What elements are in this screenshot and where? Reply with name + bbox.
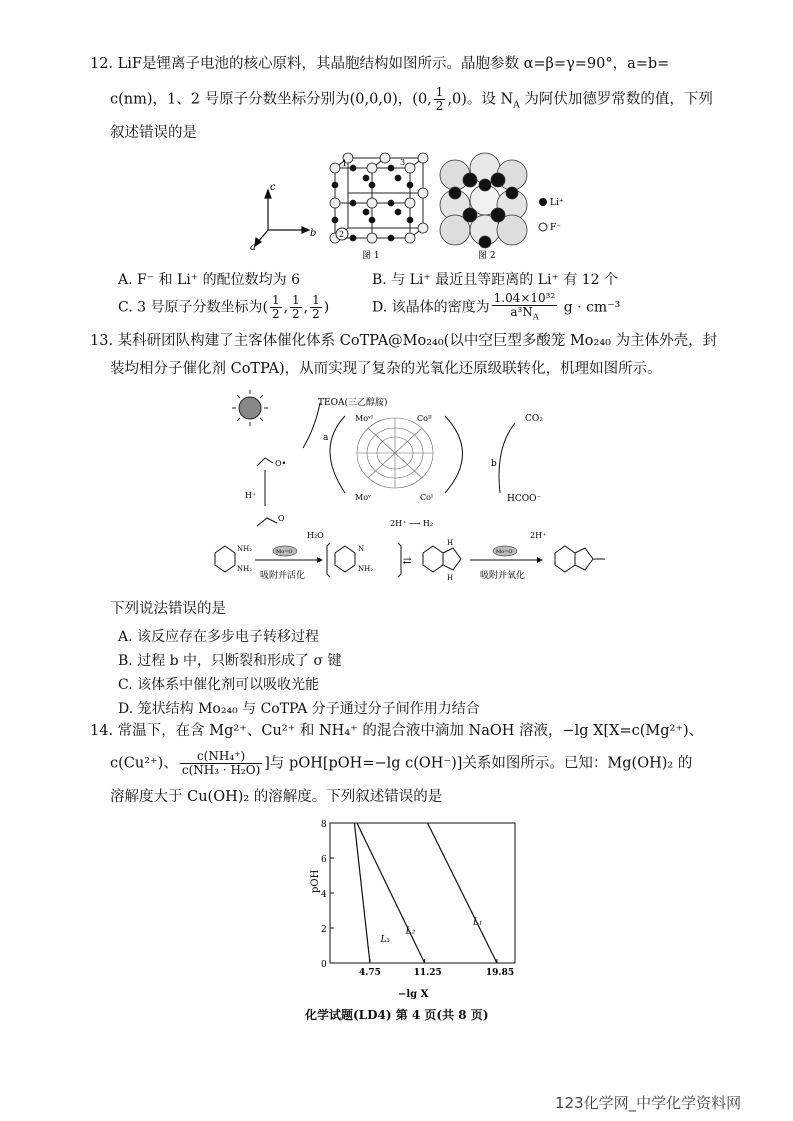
mo-vi-label: Moᵛᴵ	[355, 414, 373, 423]
fig2-caption: 图 2	[478, 251, 496, 261]
chart-xlabel: −lg X	[398, 989, 429, 1000]
series-label: L₂	[405, 926, 416, 937]
q12-option-c: C. 3 号原子分数坐标为( $\frac{1}{2}$ , $\frac{1}{2}$ , $\frac{1}{2}$ )	[118, 293, 330, 321]
cycle-a-label: a	[323, 433, 329, 443]
chart-lines	[354, 823, 497, 963]
co2-label: CO₂	[525, 414, 543, 424]
chart-frame	[330, 823, 515, 963]
atom-2-label: 2	[339, 230, 345, 239]
teoa-label: TEOA(三乙醇胺)	[318, 398, 388, 408]
cycle-a-arrow	[330, 416, 345, 493]
q12-line2-end: 为阿伏加德罗常数的值，下列	[519, 91, 713, 108]
q13-line1: 13. 某科研团队构建了主客体催化体系 CoTPA@Mo₂₄₀(以中空巨型多酸笼 Mo₂₄₀ 为主体外壳，封	[90, 333, 718, 349]
q14-nh4-fraction: $\frac{\text{c(NH₄⁺)}}{\text{c(NH₃ · H₂O)}}$	[181, 749, 261, 777]
q12-line1: 12. LiF是锂离子电池的核心原料，其晶胞结构如图所示。晶胞参数 α=β=γ=90°，a=b=	[90, 56, 670, 72]
q13-option-b: B. 过程 b 中，只断裂和形成了 σ 键	[118, 653, 342, 669]
nh-bottom: H	[447, 574, 454, 582]
plot-area-border	[330, 823, 515, 963]
y-tick-label: 6	[321, 855, 327, 865]
adsorb-activate-label: 吸附并活化	[260, 571, 306, 581]
q12-line2-pre: c(nm)，1、2 号原子分数坐标分别为(0,0,0)，(0,	[110, 91, 432, 108]
nh2-label-3: NH₂	[358, 565, 374, 573]
q14-line3: 溶解度大于 Cu(OH)₂ 的溶解度。下列叙述错误的是	[110, 789, 443, 805]
chart-ylabel: pOH	[310, 869, 321, 893]
h2o-label: H₂O	[307, 531, 324, 540]
page-footer: 化学试题(LD4) 第 4 页(共 8 页)	[305, 1008, 489, 1022]
legend-li-marker	[539, 198, 547, 206]
x-tick-label: 11.25	[413, 968, 442, 978]
mo-o-label-2: Mo=O	[496, 549, 513, 555]
acetaldehyde-icon	[257, 518, 277, 526]
poh-chart	[300, 815, 525, 1000]
axis-a-label: a	[250, 242, 256, 253]
q13-line2: 装均相分子催化剂 CoTPA)，从而实现了复杂的光氧化还原级联转化，机理如图所示。	[110, 361, 662, 377]
atom-3-label: 3	[400, 158, 406, 167]
q12-option-d: D. 该晶体的密度为 $\frac{\text{1.04×10³²}}{a^3N_A}$ g · cm⁻³	[372, 291, 621, 322]
benzimidazoline-icon	[423, 546, 461, 572]
aldehyde-o: O	[278, 514, 285, 523]
hcoo-label: HCOO⁻	[507, 494, 542, 504]
ethoxy-radical-icon	[257, 458, 273, 466]
legend-f-label: F⁻	[550, 223, 561, 233]
x-tick-label: 4.75	[358, 968, 381, 978]
axes-icon	[255, 190, 309, 246]
y-tick-label: 4	[321, 890, 327, 900]
site-watermark: 123化学网_中学化学资料网	[555, 1094, 742, 1112]
radical-label: O•	[275, 459, 287, 468]
q12-half-fraction: $\frac{1}{2}$	[435, 85, 444, 113]
q12-option-b: B. 与 Li⁺ 最近且等距离的 Li⁺ 有 12 个	[372, 272, 619, 288]
atom-1-label: 1	[342, 159, 348, 168]
q12-stem: 叙述错误的是	[110, 125, 197, 141]
co2-arrow	[499, 423, 515, 493]
nh-top: H	[447, 539, 454, 547]
nh2-label-1: NH₂	[237, 545, 253, 553]
mo-o-label: Mo=O	[276, 549, 293, 555]
co-i-label: Coᴵ	[420, 493, 433, 502]
packed-spheres-fig2	[440, 153, 527, 248]
q12-line2-post: ,0)。设 N	[447, 91, 514, 108]
y-tick-label: 8	[321, 820, 327, 830]
sun-icon	[232, 390, 268, 426]
series-line	[428, 823, 497, 963]
nh2-label-2: NH₂	[237, 565, 253, 573]
imine-n: N	[358, 545, 365, 553]
q13-option-c: C. 该体系中催化剂可以吸收光能	[118, 677, 320, 693]
density-fraction: $\frac{\text{1.04×10³²}}{a^3N_A}$	[493, 291, 556, 322]
equilibrium-arrow: ⇄	[403, 556, 412, 567]
cycle-b-label: b	[491, 459, 497, 469]
fig1-caption: 图 1	[362, 251, 380, 261]
cage-structure-icon	[357, 418, 433, 488]
teoa-arrow	[303, 403, 320, 448]
o-phenylenediamine-icon	[215, 546, 235, 572]
legend-f-marker	[539, 223, 547, 231]
h-plus-label: H⁺	[245, 491, 257, 500]
q14-line2: c(Cu²⁺)、 $\frac{\text{c(NH₄⁺)}}{\text{c(NH₃ · H₂O)}}$ ]与 pOH[pOH=−lg c(OH⁻)]关系如图所示。已知：Mg(OH)₂ 的	[110, 749, 693, 777]
y-tick-label: 0	[321, 960, 327, 970]
x-tick-label: 19.85	[485, 968, 515, 978]
co-ii-label: Coᴵᴵ	[417, 414, 432, 423]
q13-option-d: D. 笼状结构 Mo₂₄₀ 与 CoTPA 分子通过分子间作用力结合	[118, 701, 480, 717]
benzimidazole-product-icon	[555, 546, 605, 572]
axis-b-label: b	[310, 228, 317, 239]
axis-c-label: c	[270, 182, 276, 193]
chart-ticks	[321, 820, 514, 978]
h2-reaction-label: 2H⁺ ⟶ H₂	[390, 519, 434, 528]
series-label: L₁	[472, 917, 483, 928]
cycle-b-arrow	[445, 416, 463, 493]
mo-v-label: Moᵛ	[355, 493, 371, 502]
q13-option-a: A. 该反应存在多步电子转移过程	[118, 629, 320, 645]
adsorb-oxidize-label: 吸附并氧化	[480, 571, 526, 581]
mechanism-diagram	[195, 388, 625, 598]
series-label: L₃	[380, 935, 391, 945]
q12-line2: c(nm)，1、2 号原子分数坐标分别为(0,0,0)，(0, $\frac{1}{2}$ ,0)。设 $N_A$ 为阿伏加德罗常数的值，下列	[110, 85, 713, 113]
q13-stem: 下列说法错误的是	[110, 601, 226, 617]
q12-option-a: A. F⁻ 和 Li⁺ 的配位数均为 6	[118, 272, 300, 288]
legend-li-label: Li⁺	[550, 198, 564, 208]
crystal-structure-figure	[250, 150, 590, 265]
y-tick-label: 2	[321, 925, 327, 935]
q14-line1: 14. 常温下，在含 Mg²⁺、Cu²⁺ 和 NH₄⁺ 的混合液中滴加 NaOH 溶液，−lg X[X=c(Mg²⁺)、	[90, 723, 704, 739]
two-h-plus-label: 2H⁺	[530, 531, 547, 540]
